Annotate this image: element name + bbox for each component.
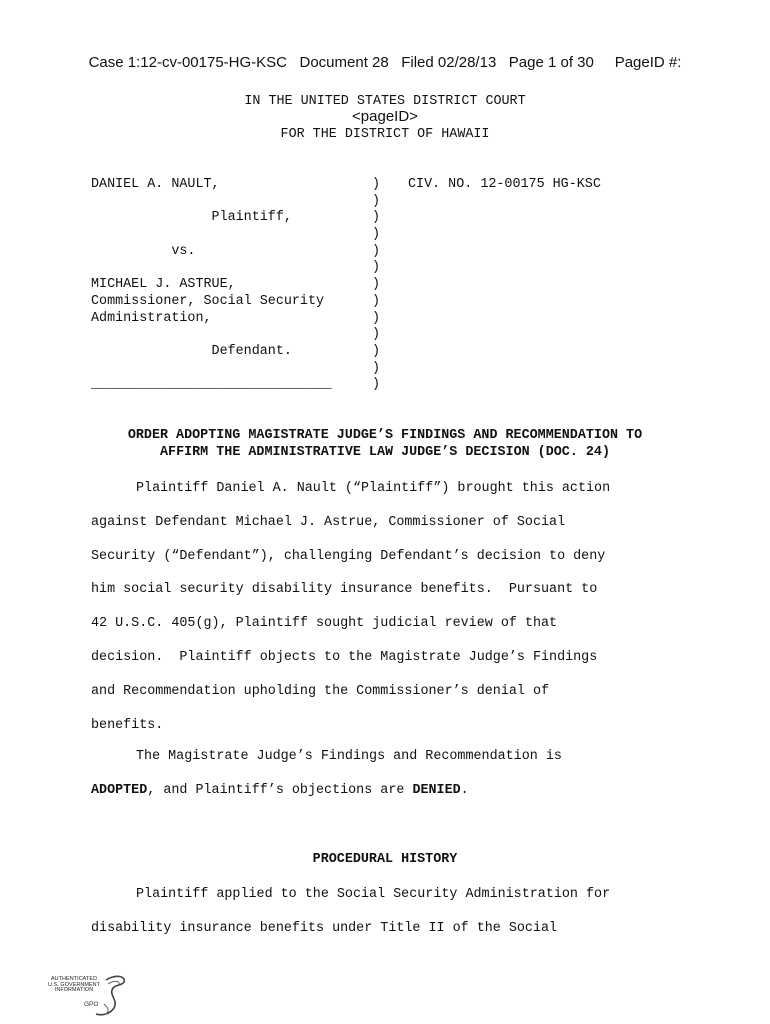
caption-paren: ) bbox=[372, 193, 381, 209]
caption-paren: ) bbox=[372, 293, 381, 309]
gpo-authentication-logo bbox=[44, 970, 130, 1018]
paragraph-line: and Recommendation upholding the Commissioner’s denial of bbox=[91, 683, 550, 699]
section-heading: PROCEDURAL HISTORY bbox=[312, 852, 458, 867]
caption-line bbox=[91, 194, 332, 211]
caption-paren: ) bbox=[372, 260, 381, 276]
order-title-line1: ORDER ADOPTING MAGISTRATE JUDGE’S FINDINGS AND RECOMMENDATION TO bbox=[127, 428, 643, 443]
caption-line: Plaintiff, bbox=[91, 210, 292, 226]
case-number: CIV. NO. 12-00175 HG-KSC bbox=[408, 177, 601, 192]
caption-line: ______________________________ bbox=[91, 377, 333, 393]
logo-line2: U.S. GOVERNMENT bbox=[47, 981, 101, 988]
caption-line: Administration, bbox=[91, 310, 212, 326]
denied-text: DENIED bbox=[412, 783, 461, 798]
caption-parties bbox=[91, 177, 332, 394]
court-name-line2: FOR THE DISTRICT OF HAWAII bbox=[280, 127, 490, 142]
caption-line: Commissioner, Social Security bbox=[91, 293, 325, 309]
paragraph-line: decision. Plaintiff objects to the Magistrate Judge’s Findings bbox=[91, 650, 598, 665]
holding-mid-text: , and Plaintiff’s objections are bbox=[147, 783, 413, 798]
paragraph-holding-line2 bbox=[91, 783, 469, 798]
paragraph-line: Plaintiff applied to the Social Security Administration for bbox=[136, 887, 611, 902]
caption-parens bbox=[372, 177, 380, 394]
paragraph-holding-line1: The Magistrate Judge’s Findings and Recommendation is bbox=[136, 749, 562, 764]
caption-paren: ) bbox=[372, 227, 381, 243]
filing-header-line2: <pageID> bbox=[352, 108, 418, 125]
logo-line3: INFORMATION bbox=[54, 987, 94, 994]
caption-paren: ) bbox=[372, 243, 381, 259]
caption-paren: ) bbox=[372, 177, 381, 192]
paragraph-line: disability insurance benefits under Title II of the Social bbox=[91, 920, 558, 936]
holding-end-text: . bbox=[460, 783, 469, 798]
logo-line1: AUTHENTICATED bbox=[50, 976, 98, 982]
paragraph-line: him social security disability insurance benefits. Pursuant to bbox=[91, 582, 598, 598]
caption-line: MICHAEL J. ASTRUE, bbox=[91, 277, 236, 293]
paragraph-line: Plaintiff Daniel A. Nault (“Plaintiff”) brought this action bbox=[136, 481, 611, 496]
court-name-line1: IN THE UNITED STATES DISTRICT COURT bbox=[244, 94, 526, 109]
paragraph-line: against Defendant Michael J. Astrue, Commissioner of Social bbox=[91, 514, 566, 530]
logo-gpo: GPO bbox=[84, 1001, 99, 1008]
paragraph-line: 42 U.S.C. 405(g), Plaintiff sought judicial review of that bbox=[91, 616, 558, 632]
adopted-text: ADOPTED bbox=[91, 783, 148, 798]
caption-paren: ) bbox=[372, 310, 381, 326]
caption-line: DANIEL A. NAULT, bbox=[91, 177, 220, 192]
caption-paren: ) bbox=[372, 343, 381, 359]
caption-paren: ) bbox=[372, 210, 381, 226]
caption-paren: ) bbox=[372, 360, 381, 376]
paragraph-line: benefits. bbox=[91, 717, 164, 733]
caption-paren: ) bbox=[372, 277, 381, 293]
filing-header-line1: Case 1:12-cv-00175-HG-KSC Document 28 Filed 02/28/13 Page 1 of 30 PageID #: bbox=[88, 54, 682, 71]
caption-line bbox=[91, 327, 332, 344]
eagle-swoosh-icon bbox=[44, 970, 130, 1018]
caption-paren: ) bbox=[372, 377, 381, 393]
caption-line bbox=[91, 227, 332, 244]
caption-line: vs. bbox=[91, 243, 196, 259]
caption-line bbox=[91, 260, 332, 277]
paragraph-line: Security (“Defendant”), challenging Defendant’s decision to deny bbox=[91, 548, 606, 564]
caption-line bbox=[91, 361, 332, 378]
filing-header bbox=[0, 18, 770, 144]
caption-paren: ) bbox=[372, 327, 381, 343]
order-title-line2: AFFIRM THE ADMINISTRATIVE LAW JUDGE’S DECISION (DOC. 24) bbox=[160, 445, 610, 460]
caption-line: Defendant. bbox=[91, 343, 292, 359]
